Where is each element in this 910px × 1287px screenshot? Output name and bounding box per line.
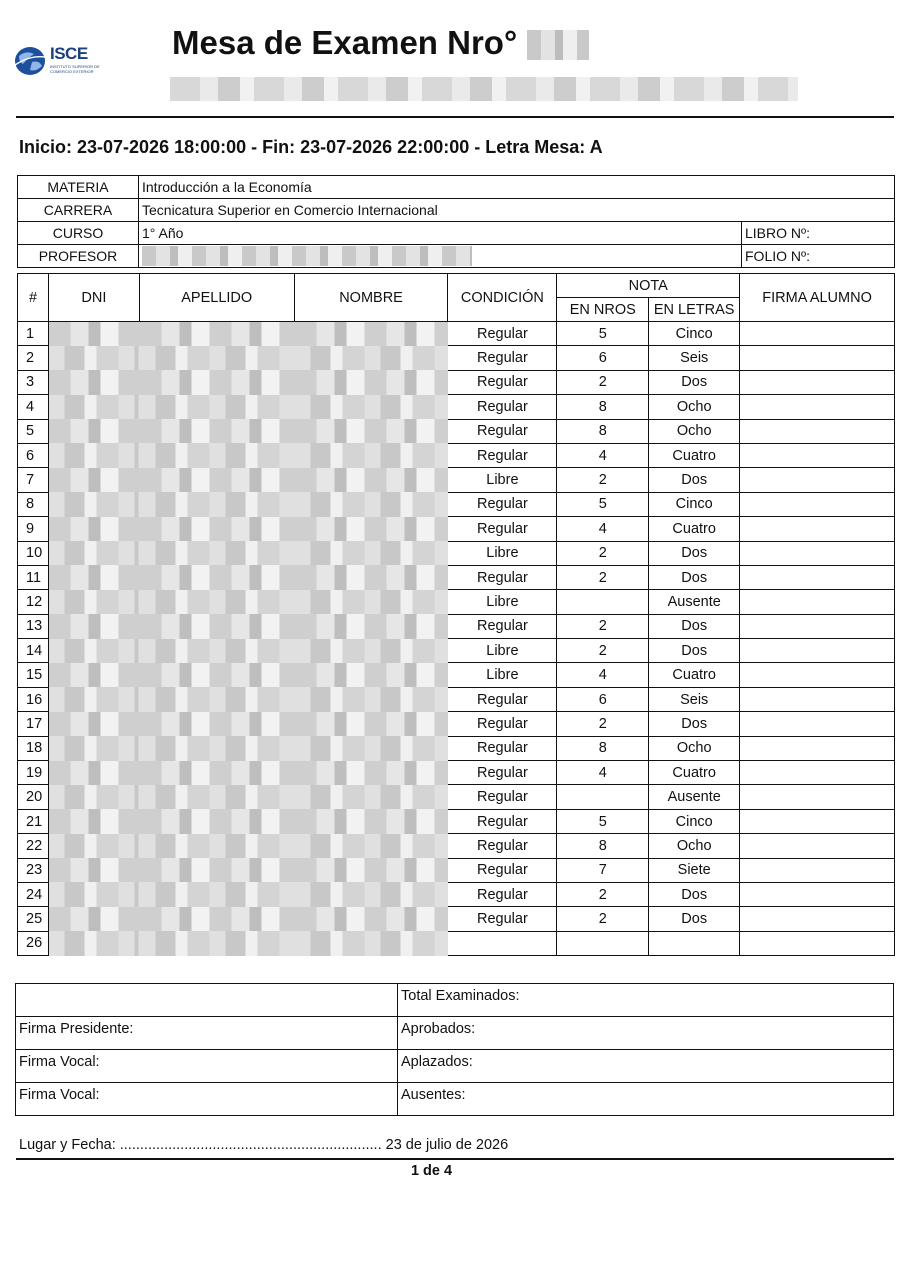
firma-cell — [740, 858, 895, 882]
firma-cell — [740, 322, 895, 346]
row-number: 5 — [18, 419, 49, 443]
condicion-cell: Regular — [448, 858, 557, 882]
curso-label: CURSO — [18, 222, 139, 245]
table-row — [18, 687, 895, 711]
redacted-dni — [48, 370, 139, 394]
row-number: 17 — [18, 712, 49, 736]
condicion-cell: Regular — [448, 370, 557, 394]
condicion-cell: Libre — [448, 541, 557, 565]
row-number: 22 — [18, 834, 49, 858]
nota-letras-cell: Seis — [649, 346, 740, 370]
table-row — [18, 590, 895, 614]
redacted-apellido — [139, 785, 294, 809]
redacted-apellido — [139, 882, 294, 906]
libro-label: LIBRO Nº: — [742, 222, 895, 245]
nota-nros-cell: 2 — [557, 712, 649, 736]
materia-value: Introducción a la Economía — [139, 176, 895, 199]
firma-vocal-label: Firma Vocal: — [16, 1050, 398, 1083]
condicion-cell: Regular — [448, 395, 557, 419]
nota-nros-cell: 6 — [557, 687, 649, 711]
row-number: 2 — [18, 346, 49, 370]
firma-cell — [740, 517, 895, 541]
exam-schedule: Inicio: 23-07-2026 18:00:00 - Fin: 23-07-2026 22:00:00 - Letra Mesa: A — [19, 137, 603, 157]
firma-cell — [740, 492, 895, 516]
redacted-dni — [48, 712, 139, 736]
nota-nros-cell — [557, 931, 649, 955]
redacted-dni — [48, 590, 139, 614]
redacted-apellido — [139, 663, 294, 687]
curso-value: 1° Año — [139, 222, 742, 245]
col-en-letras: EN LETRAS — [649, 298, 740, 322]
nota-nros-cell: 8 — [557, 736, 649, 760]
table-row — [18, 639, 895, 663]
redacted-apellido — [139, 761, 294, 785]
nota-letras-cell: Seis — [649, 687, 740, 711]
firma-cell — [740, 834, 895, 858]
condicion-cell: Regular — [448, 419, 557, 443]
redacted-dni — [48, 468, 139, 492]
nota-nros-cell: 2 — [557, 565, 649, 589]
row-number: 14 — [18, 639, 49, 663]
firma-cell — [740, 590, 895, 614]
table-row — [18, 322, 895, 346]
redacted-nombre — [294, 590, 448, 614]
condicion-cell: Regular — [448, 346, 557, 370]
nota-letras-cell: Cuatro — [649, 517, 740, 541]
firma-cell — [740, 663, 895, 687]
redacted-professor — [142, 246, 472, 266]
row-number: 16 — [18, 687, 49, 711]
redacted-nombre — [294, 907, 448, 931]
row-number: 9 — [18, 517, 49, 541]
condicion-cell: Libre — [448, 468, 557, 492]
redacted-apellido — [139, 712, 294, 736]
redacted-subtitle — [170, 77, 798, 101]
redacted-apellido — [139, 419, 294, 443]
redacted-nombre — [294, 785, 448, 809]
nota-letras-cell: Dos — [649, 370, 740, 394]
carrera-label: CARRERA — [18, 199, 139, 222]
table-row — [18, 761, 895, 785]
sign-empty-cell — [16, 984, 398, 1017]
row-number: 11 — [18, 565, 49, 589]
row-number: 19 — [18, 761, 49, 785]
firma-cell — [740, 761, 895, 785]
nota-nros-cell: 4 — [557, 761, 649, 785]
table-row — [18, 834, 895, 858]
redacted-nombre — [294, 322, 448, 346]
redacted-apellido — [139, 370, 294, 394]
row-number: 10 — [18, 541, 49, 565]
firma-cell — [740, 882, 895, 906]
table-row — [18, 492, 895, 516]
nota-nros-cell — [557, 785, 649, 809]
redacted-dni — [48, 565, 139, 589]
redacted-nombre — [294, 736, 448, 760]
redacted-nombre — [294, 712, 448, 736]
redacted-nombre — [294, 614, 448, 638]
nota-letras-cell: Cinco — [649, 322, 740, 346]
nota-letras-cell: Ocho — [649, 834, 740, 858]
redacted-apellido — [139, 443, 294, 467]
page-number: 1 de 4 — [410, 1163, 453, 1179]
row-number: 8 — [18, 492, 49, 516]
nota-nros-cell: 4 — [557, 443, 649, 467]
redacted-nombre — [294, 931, 448, 955]
condicion-cell: Regular — [448, 687, 557, 711]
nota-nros-cell: 2 — [557, 614, 649, 638]
redacted-dni — [48, 517, 139, 541]
redacted-nombre — [294, 761, 448, 785]
redacted-dni — [48, 882, 139, 906]
nota-letras-cell: Siete — [649, 858, 740, 882]
footer-divider — [16, 1158, 894, 1160]
nota-letras-cell: Cuatro — [649, 761, 740, 785]
nota-letras-cell: Ocho — [649, 395, 740, 419]
redacted-apellido — [139, 590, 294, 614]
redacted-nombre — [294, 858, 448, 882]
table-row — [18, 809, 895, 833]
nota-letras-cell: Dos — [649, 614, 740, 638]
redacted-dni — [48, 419, 139, 443]
redacted-dni — [48, 907, 139, 931]
nota-nros-cell — [557, 590, 649, 614]
condicion-cell: Regular — [448, 809, 557, 833]
firma-cell — [740, 346, 895, 370]
nota-nros-cell: 8 — [557, 395, 649, 419]
row-number: 7 — [18, 468, 49, 492]
col-num: # — [18, 274, 49, 322]
carrera-value: Tecnicatura Superior en Comercio Internacional — [139, 199, 895, 222]
nota-nros-cell: 2 — [557, 907, 649, 931]
nota-nros-cell: 4 — [557, 517, 649, 541]
firma-cell — [740, 614, 895, 638]
redacted-apellido — [139, 395, 294, 419]
redacted-dni — [48, 687, 139, 711]
firma-cell — [740, 712, 895, 736]
redacted-apellido — [139, 736, 294, 760]
redacted-apellido — [139, 468, 294, 492]
globe-icon — [14, 46, 46, 76]
condicion-cell: Libre — [448, 639, 557, 663]
redacted-apellido — [139, 931, 294, 955]
firma-presidente-label: Firma Presidente: — [16, 1017, 398, 1050]
table-row — [18, 541, 895, 565]
redacted-nombre — [294, 419, 448, 443]
redacted-apellido — [139, 639, 294, 663]
redacted-apellido — [139, 541, 294, 565]
redacted-nombre — [294, 639, 448, 663]
redacted-nombre — [294, 517, 448, 541]
redacted-nombre — [294, 663, 448, 687]
redacted-dni — [48, 663, 139, 687]
row-number: 3 — [18, 370, 49, 394]
redacted-nombre — [294, 492, 448, 516]
condicion-cell: Regular — [448, 907, 557, 931]
condicion-cell: Regular — [448, 761, 557, 785]
redacted-nombre — [294, 687, 448, 711]
redacted-dni — [48, 736, 139, 760]
logo-subtitle: INSTITUTO SUPERIOR DE COMERCIO EXTERIOR — [50, 64, 100, 74]
nota-nros-cell: 5 — [557, 492, 649, 516]
condicion-cell: Regular — [448, 736, 557, 760]
redacted-apellido — [139, 614, 294, 638]
nota-nros-cell: 2 — [557, 468, 649, 492]
nota-nros-cell: 8 — [557, 419, 649, 443]
condicion-cell: Regular — [448, 492, 557, 516]
nota-letras-cell: Dos — [649, 468, 740, 492]
nota-nros-cell: 8 — [557, 834, 649, 858]
nota-nros-cell: 5 — [557, 809, 649, 833]
redacted-apellido — [139, 834, 294, 858]
redacted-dni — [48, 443, 139, 467]
table-row — [18, 858, 895, 882]
table-row — [18, 565, 895, 589]
table-row — [18, 517, 895, 541]
condicion-cell: Regular — [448, 565, 557, 589]
firma-cell — [740, 687, 895, 711]
redacted-dni — [48, 541, 139, 565]
condicion-cell: Regular — [448, 517, 557, 541]
nota-letras-cell: Ocho — [649, 419, 740, 443]
firma-cell — [740, 565, 895, 589]
row-number: 4 — [18, 395, 49, 419]
redacted-dni — [48, 639, 139, 663]
redacted-apellido — [139, 517, 294, 541]
condicion-cell: Regular — [448, 614, 557, 638]
redacted-nombre — [294, 468, 448, 492]
redacted-dni — [48, 761, 139, 785]
nota-letras-cell: Ocho — [649, 736, 740, 760]
aprobados-label: Aprobados: — [398, 1017, 894, 1050]
nota-nros-cell: 2 — [557, 541, 649, 565]
redacted-apellido — [139, 858, 294, 882]
nota-nros-cell: 7 — [557, 858, 649, 882]
nota-letras-cell — [649, 931, 740, 955]
col-condicion: CONDICIÓN — [448, 274, 557, 322]
firma-cell — [740, 931, 895, 955]
condicion-cell — [448, 931, 557, 955]
table-row — [18, 663, 895, 687]
nota-letras-cell: Dos — [649, 565, 740, 589]
page-title — [172, 24, 589, 62]
nota-letras-cell: Dos — [649, 907, 740, 931]
table-row — [18, 370, 895, 394]
condicion-cell: Regular — [448, 834, 557, 858]
redacted-apellido — [139, 565, 294, 589]
redacted-nombre — [294, 834, 448, 858]
row-number: 23 — [18, 858, 49, 882]
nota-letras-cell: Cuatro — [649, 663, 740, 687]
students-table — [17, 273, 895, 956]
nota-letras-cell: Ausente — [649, 785, 740, 809]
page-title-text: Mesa de Examen Nro° — [172, 24, 518, 61]
nota-nros-cell: 5 — [557, 322, 649, 346]
redacted-nombre — [294, 370, 448, 394]
logo-text: ISCE — [50, 44, 88, 63]
row-number: 6 — [18, 443, 49, 467]
table-row — [18, 419, 895, 443]
nota-nros-cell: 2 — [557, 370, 649, 394]
condicion-cell: Regular — [448, 712, 557, 736]
subject-info-table — [17, 175, 895, 268]
redacted-dni — [48, 858, 139, 882]
col-nota: NOTA — [557, 274, 740, 298]
row-number: 13 — [18, 614, 49, 638]
firma-cell — [740, 443, 895, 467]
nota-nros-cell: 6 — [557, 346, 649, 370]
firma-cell — [740, 907, 895, 931]
firma-cell — [740, 370, 895, 394]
col-dni: DNI — [48, 274, 139, 322]
row-number: 25 — [18, 907, 49, 931]
table-row — [18, 931, 895, 955]
nota-nros-cell: 2 — [557, 639, 649, 663]
redacted-apellido — [139, 492, 294, 516]
condicion-cell: Regular — [448, 322, 557, 346]
table-row — [18, 346, 895, 370]
ausentes-label: Ausentes: — [398, 1083, 894, 1116]
table-row — [18, 395, 895, 419]
nota-letras-cell: Dos — [649, 541, 740, 565]
redacted-dni — [48, 395, 139, 419]
redacted-nombre — [294, 882, 448, 906]
redacted-exam-number — [527, 30, 589, 60]
folio-label: FOLIO Nº: — [742, 245, 895, 268]
firma-cell — [740, 809, 895, 833]
firma-cell — [740, 785, 895, 809]
col-apellido: APELLIDO — [139, 274, 294, 322]
table-row — [18, 736, 895, 760]
redacted-apellido — [139, 687, 294, 711]
row-number: 20 — [18, 785, 49, 809]
total-examinados-label: Total Examinados: — [398, 984, 894, 1017]
nota-letras-cell: Cinco — [649, 809, 740, 833]
row-number: 26 — [18, 931, 49, 955]
nota-letras-cell: Cinco — [649, 492, 740, 516]
profesor-value — [139, 245, 742, 268]
row-number: 12 — [18, 590, 49, 614]
redacted-apellido — [139, 907, 294, 931]
table-row — [18, 712, 895, 736]
firma-vocal-label-2: Firma Vocal: — [16, 1083, 398, 1116]
nota-letras-cell: Cuatro — [649, 443, 740, 467]
col-en-nros: EN NROS — [557, 298, 649, 322]
redacted-dni — [48, 492, 139, 516]
table-row — [18, 785, 895, 809]
table-row — [18, 907, 895, 931]
materia-label: MATERIA — [18, 176, 139, 199]
table-row — [18, 614, 895, 638]
table-row — [18, 882, 895, 906]
redacted-dni — [48, 931, 139, 955]
redacted-apellido — [139, 809, 294, 833]
table-row — [18, 443, 895, 467]
firma-cell — [740, 395, 895, 419]
redacted-nombre — [294, 395, 448, 419]
condicion-cell: Regular — [448, 443, 557, 467]
row-number: 24 — [18, 882, 49, 906]
row-number: 15 — [18, 663, 49, 687]
condicion-cell: Regular — [448, 785, 557, 809]
header-divider — [16, 116, 894, 118]
nota-letras-cell: Ausente — [649, 590, 740, 614]
nota-letras-cell: Dos — [649, 712, 740, 736]
row-number: 18 — [18, 736, 49, 760]
redacted-dni — [48, 614, 139, 638]
profesor-label: PROFESOR — [18, 245, 139, 268]
aplazados-label: Aplazados: — [398, 1050, 894, 1083]
redacted-nombre — [294, 541, 448, 565]
institution-logo — [14, 44, 110, 78]
redacted-apellido — [139, 322, 294, 346]
firma-cell — [740, 468, 895, 492]
redacted-dni — [48, 809, 139, 833]
redacted-apellido — [139, 346, 294, 370]
signatures-table — [15, 983, 894, 1116]
nota-nros-cell: 4 — [557, 663, 649, 687]
redacted-nombre — [294, 443, 448, 467]
redacted-dni — [48, 322, 139, 346]
col-firma: FIRMA ALUMNO — [740, 274, 895, 322]
redacted-nombre — [294, 809, 448, 833]
condicion-cell: Libre — [448, 663, 557, 687]
redacted-nombre — [294, 565, 448, 589]
col-nombre: NOMBRE — [294, 274, 448, 322]
row-number: 1 — [18, 322, 49, 346]
firma-cell — [740, 639, 895, 663]
redacted-dni — [48, 785, 139, 809]
table-row — [18, 468, 895, 492]
condicion-cell: Regular — [448, 882, 557, 906]
nota-nros-cell: 2 — [557, 882, 649, 906]
redacted-dni — [48, 346, 139, 370]
row-number: 21 — [18, 809, 49, 833]
redacted-dni — [48, 834, 139, 858]
lugar-fecha: Lugar y Fecha: ................................................................. 23 de julio de 2026 — [19, 1137, 509, 1153]
firma-cell — [740, 541, 895, 565]
nota-letras-cell: Dos — [649, 639, 740, 663]
firma-cell — [740, 736, 895, 760]
condicion-cell: Libre — [448, 590, 557, 614]
redacted-nombre — [294, 346, 448, 370]
nota-letras-cell: Dos — [649, 882, 740, 906]
firma-cell — [740, 419, 895, 443]
